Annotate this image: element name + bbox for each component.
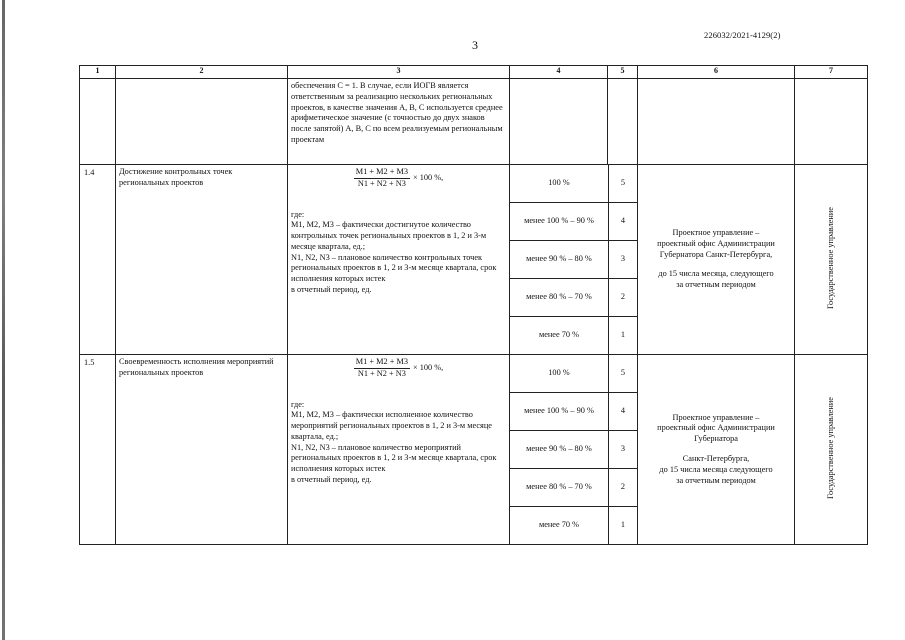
indicators-table (79, 65, 868, 545)
legend-line: где: (291, 209, 305, 219)
continued-text-cell (288, 79, 510, 165)
criteria-row (510, 469, 637, 507)
row-number-cell (80, 355, 116, 545)
criteria-row (510, 393, 637, 431)
criteria-label: менее 70 % (510, 317, 609, 354)
empty-cell (116, 79, 288, 165)
column-number: 3 (288, 66, 510, 79)
continued-row (80, 79, 868, 165)
scan-edge-artifact (2, 0, 5, 640)
source-line: проектный офис Администрации (657, 423, 775, 433)
page-number: 3 (472, 38, 478, 52)
criteria-score: 3 (620, 254, 626, 264)
source-line: за отчетным периодом (676, 475, 756, 485)
data-source-cell (638, 355, 795, 545)
fraction (354, 357, 410, 380)
indicator-name-cell (116, 355, 288, 545)
calculation-cell (288, 355, 510, 545)
formula-denominator: N1 + N2 + N3 (357, 178, 406, 188)
formula-numerator: M1 + M2 + M3 (354, 357, 410, 369)
legend-line: M1, M2, M3 – фактически достигнутое количество контрольных точек региональных проектов в 1, 2 и 3-м месяце квартала, ед.; (291, 220, 487, 251)
continued-text: обеспечения С = 1. В случае, если ИОГВ является ответственным за реализацию нескольких региональных проектов, в качестве значения А, В, С используется среднее арифметическое значение (с точностью до двух знаков после запятой) А, В, С по всем реализуемым региональным проектам (291, 81, 503, 144)
formula-suffix: × 100 %, (412, 362, 444, 372)
criteria-label: менее 70 % (510, 507, 609, 544)
criteria-row (510, 279, 637, 317)
criteria-label: 100 % (510, 355, 609, 392)
empty-cell (510, 79, 608, 165)
indicator-name: Достижение контрольных точек региональных проектов (119, 167, 233, 187)
empty-cell (795, 79, 868, 165)
formula-legend (288, 398, 509, 488)
criteria-label: 100 % (510, 165, 609, 202)
spacer (644, 445, 788, 454)
formula-numerator: M1 + M2 + M3 (354, 167, 410, 179)
criteria-score: 5 (620, 368, 626, 378)
fraction (354, 167, 410, 190)
criteria-label: менее 90 % – 80 % (510, 241, 609, 278)
source-line: за отчетным периодом (676, 280, 756, 290)
criteria-score: 4 (620, 216, 626, 226)
criteria-score: 4 (620, 406, 626, 416)
formula-suffix: × 100 %, (412, 172, 444, 182)
column-number: 5 (608, 66, 638, 79)
criteria-score: 2 (620, 292, 626, 302)
formula-legend (288, 208, 509, 298)
criteria-score: 3 (620, 444, 626, 454)
legend-line: в отчетный период, ед. (291, 285, 372, 295)
row-number-cell (80, 165, 116, 355)
criteria-label: менее 100 % – 90 % (510, 393, 609, 430)
source-line: Проектное управление – (672, 412, 760, 422)
source-line: Проектное управление – (672, 228, 760, 238)
criteria-score: 1 (620, 520, 626, 530)
source-line: Губернатора Санкт-Петербурга, (659, 249, 773, 259)
criteria-score: 1 (620, 330, 626, 340)
criteria-label: менее 90 % – 80 % (510, 431, 609, 468)
criteria-label: менее 80 % – 70 % (510, 279, 609, 316)
indicator-row-1-4 (80, 165, 868, 355)
legend-line: где: (291, 399, 305, 409)
category-cell (795, 355, 868, 545)
criteria-row (510, 507, 637, 544)
indicator-row-1-5 (80, 355, 868, 545)
criteria-score: 5 (620, 178, 626, 188)
indicator-name: Своевременность исполнения мероприятий региональных проектов (119, 357, 274, 377)
source-line: до 15 числа месяца, следующего (658, 269, 774, 279)
column-number: 7 (795, 66, 868, 79)
document-id: 226032/2021-4129(2) (704, 30, 781, 40)
category-label: Государственное управление (825, 396, 835, 499)
criteria-row (510, 355, 637, 393)
column-number: 4 (510, 66, 608, 79)
legend-line: N1, N2, N3 – плановое количество контрольных точек региональных проектов в 1, 2 и 3-м месяце квартала, срок исполнения которых истек (291, 252, 497, 284)
column-number: 6 (638, 66, 795, 79)
calculation-cell (288, 165, 510, 355)
criteria-row (510, 431, 637, 469)
formula (288, 167, 509, 190)
legend-line: в отчетный период, ед. (291, 475, 372, 485)
criteria-cell (510, 165, 638, 355)
category-label: Государственное управление (825, 206, 835, 309)
criteria-row (510, 203, 637, 241)
empty-cell (608, 79, 638, 165)
criteria-row (510, 241, 637, 279)
column-numbers-row (80, 66, 868, 79)
source-line: Санкт-Петербурга, (682, 454, 750, 463)
category-cell (795, 165, 868, 355)
empty-cell (638, 79, 795, 165)
indicator-name-cell (116, 165, 288, 355)
spacer (644, 260, 788, 269)
source-line: проектный офис Администрации (657, 238, 775, 248)
criteria-label: менее 80 % – 70 % (510, 469, 609, 506)
criteria-label: менее 100 % – 90 % (510, 203, 609, 240)
empty-cell (80, 79, 116, 165)
row-number: 1.4 (84, 168, 95, 177)
data-source-cell (638, 165, 795, 355)
criteria-score: 2 (620, 482, 626, 492)
column-number: 2 (116, 66, 288, 79)
formula-denominator: N1 + N2 + N3 (357, 368, 406, 378)
criteria-cell (510, 355, 638, 545)
column-number: 1 (80, 66, 116, 79)
legend-line: N1, N2, N3 – плановое количество мероприятий региональных проектов в 1, 2 и 3-м месяце квартала, срок исполнения которых истек (291, 442, 497, 474)
criteria-row (510, 317, 637, 354)
criteria-row (510, 165, 637, 203)
formula (288, 357, 509, 380)
legend-line: M1, M2, M3 – фактически исполненное количество мероприятий региональных проектов в 1, 2 и 3-м месяце квартала, ед.; (291, 410, 492, 441)
source-line: до 15 числа месяца следующего (659, 464, 773, 474)
source-line: Губернатора (694, 434, 738, 444)
row-number: 1.5 (84, 358, 95, 367)
